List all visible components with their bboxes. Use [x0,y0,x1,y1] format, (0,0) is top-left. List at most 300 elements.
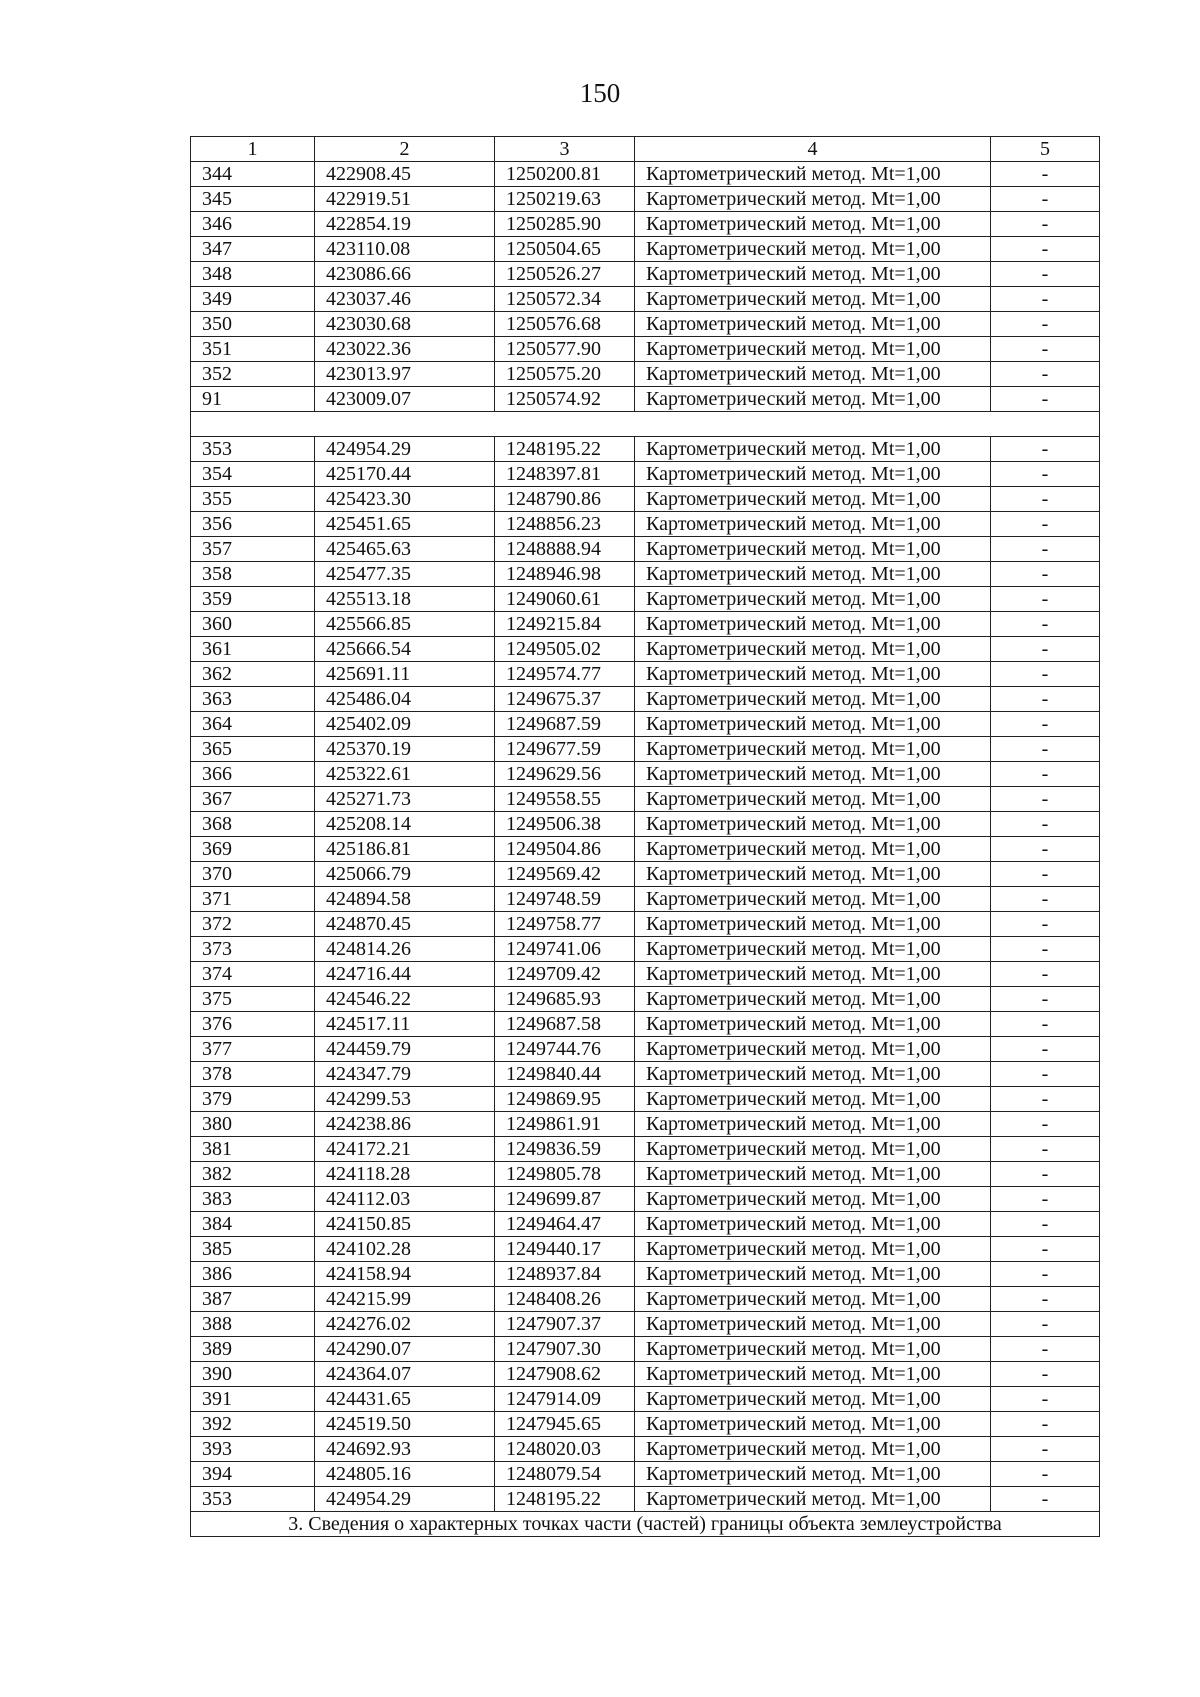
point-number-cell: 353 [191,437,315,462]
method-cell: Картометрический метод. Mt=1,00 [635,637,991,662]
point-number-cell: 361 [191,637,315,662]
x-coordinate-cell: 425486.04 [315,687,495,712]
note-cell: - [991,362,1100,387]
point-number-cell: 392 [191,1412,315,1437]
method-cell: Картометрический метод. Mt=1,00 [635,262,991,287]
x-coordinate-cell: 425566.85 [315,612,495,637]
note-cell: - [991,712,1100,737]
table-row [191,362,1100,387]
point-number-cell: 385 [191,1237,315,1262]
point-number-cell: 379 [191,1087,315,1112]
point-number-cell: 353 [191,1487,315,1512]
x-coordinate-cell: 425402.09 [315,712,495,737]
method-cell: Картометрический метод. Mt=1,00 [635,1337,991,1362]
x-coordinate-cell: 425477.35 [315,562,495,587]
y-coordinate-cell: 1249861.91 [495,1112,635,1137]
note-cell: - [991,1487,1100,1512]
method-cell: Картометрический метод. Mt=1,00 [635,687,991,712]
y-coordinate-cell: 1250577.90 [495,337,635,362]
y-coordinate-cell: 1249060.61 [495,587,635,612]
note-cell: - [991,312,1100,337]
note-cell: - [991,387,1100,412]
table-row [191,537,1100,562]
y-coordinate-cell: 1249464.47 [495,1212,635,1237]
y-coordinate-cell: 1249741.06 [495,937,635,962]
point-number-cell: 390 [191,1362,315,1387]
coordinates-table [190,136,1100,1537]
y-coordinate-cell: 1249744.76 [495,1037,635,1062]
point-number-cell: 348 [191,262,315,287]
point-number-cell: 366 [191,762,315,787]
table-row [191,812,1100,837]
point-number-cell: 364 [191,712,315,737]
note-cell: - [991,1087,1100,1112]
table-row [191,1287,1100,1312]
point-number-cell: 350 [191,312,315,337]
method-cell: Картометрический метод. Mt=1,00 [635,1212,991,1237]
y-coordinate-cell: 1249758.77 [495,912,635,937]
method-cell: Картометрический метод. Mt=1,00 [635,1062,991,1087]
point-number-cell: 387 [191,1287,315,1312]
x-coordinate-cell: 424172.21 [315,1137,495,1162]
table-row [191,1462,1100,1487]
method-cell: Картометрический метод. Mt=1,00 [635,237,991,262]
section-caption: 3. Сведения о характерных точках части (частей) границы объекта землеустройства [191,1512,1100,1537]
method-cell: Картометрический метод. Mt=1,00 [635,162,991,187]
note-cell: - [991,587,1100,612]
method-cell: Картометрический метод. Mt=1,00 [635,1137,991,1162]
point-number-cell: 394 [191,1462,315,1487]
note-cell: - [991,512,1100,537]
y-coordinate-cell: 1249709.42 [495,962,635,987]
table-row [191,787,1100,812]
table-row [191,887,1100,912]
point-number-cell: 383 [191,1187,315,1212]
table-row [191,912,1100,937]
table-row [191,1362,1100,1387]
y-coordinate-cell: 1249558.55 [495,787,635,812]
table-row [191,312,1100,337]
x-coordinate-cell: 424870.45 [315,912,495,937]
note-cell: - [991,1012,1100,1037]
table-row [191,862,1100,887]
y-coordinate-cell: 1248195.22 [495,1487,635,1512]
x-coordinate-cell: 425170.44 [315,462,495,487]
point-number-cell: 345 [191,187,315,212]
table-row [191,1162,1100,1187]
table-row [191,1337,1100,1362]
x-coordinate-cell: 424276.02 [315,1312,495,1337]
note-cell: - [991,862,1100,887]
method-cell: Картометрический метод. Mt=1,00 [635,362,991,387]
y-coordinate-cell: 1249440.17 [495,1237,635,1262]
point-number-cell: 376 [191,1012,315,1037]
point-number-cell: 370 [191,862,315,887]
method-cell: Картометрический метод. Mt=1,00 [635,837,991,862]
note-cell: - [991,1262,1100,1287]
y-coordinate-cell: 1248856.23 [495,512,635,537]
method-cell: Картометрический метод. Mt=1,00 [635,1262,991,1287]
point-number-cell: 357 [191,537,315,562]
method-cell: Картометрический метод. Mt=1,00 [635,612,991,637]
table-row [191,1037,1100,1062]
x-coordinate-cell: 424546.22 [315,987,495,1012]
x-coordinate-cell: 422919.51 [315,187,495,212]
table-row [191,762,1100,787]
note-cell: - [991,1412,1100,1437]
header-cell: 1 [191,137,315,162]
note-cell: - [991,937,1100,962]
note-cell: - [991,212,1100,237]
method-cell: Картометрический метод. Mt=1,00 [635,887,991,912]
y-coordinate-cell: 1248079.54 [495,1462,635,1487]
note-cell: - [991,1312,1100,1337]
y-coordinate-cell: 1250576.68 [495,312,635,337]
x-coordinate-cell: 424364.07 [315,1362,495,1387]
y-coordinate-cell: 1248195.22 [495,437,635,462]
x-coordinate-cell: 423009.07 [315,387,495,412]
method-cell: Картометрический метод. Mt=1,00 [635,387,991,412]
table-row [191,937,1100,962]
note-cell: - [991,337,1100,362]
point-number-cell: 356 [191,512,315,537]
x-coordinate-cell: 424290.07 [315,1337,495,1362]
table-row [191,512,1100,537]
table-row [191,612,1100,637]
x-coordinate-cell: 424347.79 [315,1062,495,1087]
table-row [191,1112,1100,1137]
y-coordinate-cell: 1249504.86 [495,837,635,862]
y-coordinate-cell: 1247907.37 [495,1312,635,1337]
table-row [191,662,1100,687]
point-number-cell: 347 [191,237,315,262]
page-number: 150 [579,78,621,108]
note-cell: - [991,687,1100,712]
method-cell: Картометрический метод. Mt=1,00 [635,912,991,937]
note-cell: - [991,837,1100,862]
x-coordinate-cell: 425066.79 [315,862,495,887]
x-coordinate-cell: 424805.16 [315,1462,495,1487]
note-cell: - [991,912,1100,937]
method-cell: Картометрический метод. Mt=1,00 [635,437,991,462]
y-coordinate-cell: 1249675.37 [495,687,635,712]
point-number-cell: 355 [191,487,315,512]
x-coordinate-cell: 424814.26 [315,937,495,962]
table-row [191,837,1100,862]
header-cell: 3 [495,137,635,162]
note-cell: - [991,462,1100,487]
x-coordinate-cell: 424954.29 [315,1487,495,1512]
point-number-cell: 384 [191,1212,315,1237]
table-row [191,1087,1100,1112]
method-cell: Картометрический метод. Mt=1,00 [635,1487,991,1512]
table-row [191,637,1100,662]
point-number-cell: 381 [191,1137,315,1162]
x-coordinate-cell: 425322.61 [315,762,495,787]
y-coordinate-cell: 1247907.30 [495,1337,635,1362]
note-cell: - [991,787,1100,812]
point-number-cell: 388 [191,1312,315,1337]
note-cell: - [991,262,1100,287]
x-coordinate-cell: 425666.54 [315,637,495,662]
y-coordinate-cell: 1247914.09 [495,1387,635,1412]
method-cell: Картометрический метод. Mt=1,00 [635,737,991,762]
x-coordinate-cell: 424692.93 [315,1437,495,1462]
table-row [191,687,1100,712]
point-number-cell: 360 [191,612,315,637]
x-coordinate-cell: 423037.46 [315,287,495,312]
method-cell: Картометрический метод. Mt=1,00 [635,337,991,362]
point-number-cell: 375 [191,987,315,1012]
point-number-cell: 380 [191,1112,315,1137]
y-coordinate-cell: 1249699.87 [495,1187,635,1212]
x-coordinate-cell: 424517.11 [315,1012,495,1037]
note-cell: - [991,162,1100,187]
x-coordinate-cell: 425513.18 [315,587,495,612]
note-cell: - [991,237,1100,262]
y-coordinate-cell: 1250574.92 [495,387,635,412]
note-cell: - [991,1462,1100,1487]
note-cell: - [991,1162,1100,1187]
table-body [191,137,1100,1537]
x-coordinate-cell: 423013.97 [315,362,495,387]
x-coordinate-cell: 423086.66 [315,262,495,287]
method-cell: Картометрический метод. Mt=1,00 [635,1162,991,1187]
point-number-cell: 369 [191,837,315,862]
table-row [191,1262,1100,1287]
method-cell: Картометрический метод. Mt=1,00 [635,512,991,537]
x-coordinate-cell: 425451.65 [315,512,495,537]
point-number-cell: 352 [191,362,315,387]
x-coordinate-cell: 424150.85 [315,1212,495,1237]
method-cell: Картометрический метод. Mt=1,00 [635,937,991,962]
y-coordinate-cell: 1249687.59 [495,712,635,737]
x-coordinate-cell: 425271.73 [315,787,495,812]
table-row [191,162,1100,187]
x-coordinate-cell: 425465.63 [315,537,495,562]
y-coordinate-cell: 1249629.56 [495,762,635,787]
y-coordinate-cell: 1248888.94 [495,537,635,562]
method-cell: Картометрический метод. Mt=1,00 [635,862,991,887]
note-cell: - [991,1362,1100,1387]
separator-cell [191,412,1100,437]
x-coordinate-cell: 424215.99 [315,1287,495,1312]
point-number-cell: 373 [191,937,315,962]
y-coordinate-cell: 1249840.44 [495,1062,635,1087]
note-cell: - [991,1112,1100,1137]
point-number-cell: 344 [191,162,315,187]
note-cell: - [991,737,1100,762]
method-cell: Картометрический метод. Mt=1,00 [635,562,991,587]
table-row [191,1012,1100,1037]
point-number-cell: 382 [191,1162,315,1187]
y-coordinate-cell: 1248937.84 [495,1262,635,1287]
note-cell: - [991,637,1100,662]
table-row [191,337,1100,362]
note-cell: - [991,562,1100,587]
point-number-cell: 367 [191,787,315,812]
note-cell: - [991,962,1100,987]
method-cell: Картометрический метод. Mt=1,00 [635,762,991,787]
note-cell: - [991,187,1100,212]
x-coordinate-cell: 422854.19 [315,212,495,237]
method-cell: Картометрический метод. Mt=1,00 [635,1037,991,1062]
y-coordinate-cell: 1249805.78 [495,1162,635,1187]
header-cell: 4 [635,137,991,162]
point-number-cell: 372 [191,912,315,937]
table-row [191,1237,1100,1262]
y-coordinate-cell: 1249506.38 [495,812,635,837]
table-row [191,987,1100,1012]
y-coordinate-cell: 1249677.59 [495,737,635,762]
table-row [191,962,1100,987]
table-row [191,1387,1100,1412]
note-cell: - [991,1137,1100,1162]
point-number-cell: 393 [191,1437,315,1462]
x-coordinate-cell: 425186.81 [315,837,495,862]
table-row [191,1412,1100,1437]
note-cell: - [991,537,1100,562]
method-cell: Картометрический метод. Mt=1,00 [635,312,991,337]
x-coordinate-cell: 424118.28 [315,1162,495,1187]
table-row [191,1312,1100,1337]
table-row [191,1187,1100,1212]
x-coordinate-cell: 425208.14 [315,812,495,837]
x-coordinate-cell: 424102.28 [315,1237,495,1262]
method-cell: Картометрический метод. Mt=1,00 [635,812,991,837]
method-cell: Картометрический метод. Mt=1,00 [635,537,991,562]
y-coordinate-cell: 1250526.27 [495,262,635,287]
method-cell: Картометрический метод. Mt=1,00 [635,1412,991,1437]
table-row [191,437,1100,462]
point-number-cell: 377 [191,1037,315,1062]
point-number-cell: 391 [191,1387,315,1412]
y-coordinate-cell: 1248946.98 [495,562,635,587]
y-coordinate-cell: 1249836.59 [495,1137,635,1162]
method-cell: Картометрический метод. Mt=1,00 [635,1012,991,1037]
note-cell: - [991,1337,1100,1362]
method-cell: Картометрический метод. Mt=1,00 [635,962,991,987]
note-cell: - [991,1437,1100,1462]
method-cell: Картометрический метод. Mt=1,00 [635,1087,991,1112]
x-coordinate-cell: 423030.68 [315,312,495,337]
point-number-cell: 354 [191,462,315,487]
y-coordinate-cell: 1249869.95 [495,1087,635,1112]
method-cell: Картометрический метод. Mt=1,00 [635,987,991,1012]
table-row [191,562,1100,587]
group-separator-row [191,412,1100,437]
method-cell: Картометрический метод. Mt=1,00 [635,1237,991,1262]
y-coordinate-cell: 1249505.02 [495,637,635,662]
note-cell: - [991,437,1100,462]
method-cell: Картометрический метод. Mt=1,00 [635,712,991,737]
y-coordinate-cell: 1249574.77 [495,662,635,687]
point-number-cell: 378 [191,1062,315,1087]
method-cell: Картометрический метод. Mt=1,00 [635,1312,991,1337]
point-number-cell: 362 [191,662,315,687]
method-cell: Картометрический метод. Mt=1,00 [635,1387,991,1412]
note-cell: - [991,887,1100,912]
y-coordinate-cell: 1250200.81 [495,162,635,187]
point-number-cell: 365 [191,737,315,762]
method-cell: Картометрический метод. Mt=1,00 [635,662,991,687]
note-cell: - [991,612,1100,637]
method-cell: Картометрический метод. Mt=1,00 [635,1437,991,1462]
table-row [191,1437,1100,1462]
method-cell: Картометрический метод. Mt=1,00 [635,462,991,487]
table-row [191,737,1100,762]
x-coordinate-cell: 423110.08 [315,237,495,262]
y-coordinate-cell: 1250285.90 [495,212,635,237]
header-cell: 5 [991,137,1100,162]
table-row [191,287,1100,312]
y-coordinate-cell: 1247908.62 [495,1362,635,1387]
method-cell: Картометрический метод. Mt=1,00 [635,212,991,237]
point-number-cell: 374 [191,962,315,987]
x-coordinate-cell: 424431.65 [315,1387,495,1412]
method-cell: Картометрический метод. Mt=1,00 [635,1362,991,1387]
y-coordinate-cell: 1250504.65 [495,237,635,262]
table-row [191,487,1100,512]
note-cell: - [991,1287,1100,1312]
table-row [191,1137,1100,1162]
method-cell: Картометрический метод. Mt=1,00 [635,1112,991,1137]
y-coordinate-cell: 1248397.81 [495,462,635,487]
table-row [191,1062,1100,1087]
note-cell: - [991,662,1100,687]
method-cell: Картометрический метод. Mt=1,00 [635,587,991,612]
note-cell: - [991,1212,1100,1237]
x-coordinate-cell: 424112.03 [315,1187,495,1212]
point-number-cell: 351 [191,337,315,362]
note-cell: - [991,1062,1100,1087]
table-row [191,1487,1100,1512]
table-row [191,187,1100,212]
table-row [191,387,1100,412]
note-cell: - [991,287,1100,312]
table-row [191,212,1100,237]
table-row [191,262,1100,287]
method-cell: Картометрический метод. Mt=1,00 [635,1287,991,1312]
table-row [191,712,1100,737]
table-row [191,237,1100,262]
method-cell: Картометрический метод. Mt=1,00 [635,1187,991,1212]
point-number-cell: 349 [191,287,315,312]
y-coordinate-cell: 1249685.93 [495,987,635,1012]
y-coordinate-cell: 1250572.34 [495,287,635,312]
note-cell: - [991,812,1100,837]
point-number-cell: 368 [191,812,315,837]
x-coordinate-cell: 424299.53 [315,1087,495,1112]
note-cell: - [991,1187,1100,1212]
section-caption-row [191,1512,1100,1537]
point-number-cell: 359 [191,587,315,612]
note-cell: - [991,1387,1100,1412]
y-coordinate-cell: 1250219.63 [495,187,635,212]
x-coordinate-cell: 424716.44 [315,962,495,987]
x-coordinate-cell: 424459.79 [315,1037,495,1062]
point-number-cell: 371 [191,887,315,912]
x-coordinate-cell: 424894.58 [315,887,495,912]
method-cell: Картометрический метод. Mt=1,00 [635,787,991,812]
x-coordinate-cell: 423022.36 [315,337,495,362]
table-row [191,462,1100,487]
note-cell: - [991,487,1100,512]
x-coordinate-cell: 422908.45 [315,162,495,187]
point-number-cell: 91 [191,387,315,412]
method-cell: Картометрический метод. Mt=1,00 [635,487,991,512]
method-cell: Картометрический метод. Mt=1,00 [635,1462,991,1487]
